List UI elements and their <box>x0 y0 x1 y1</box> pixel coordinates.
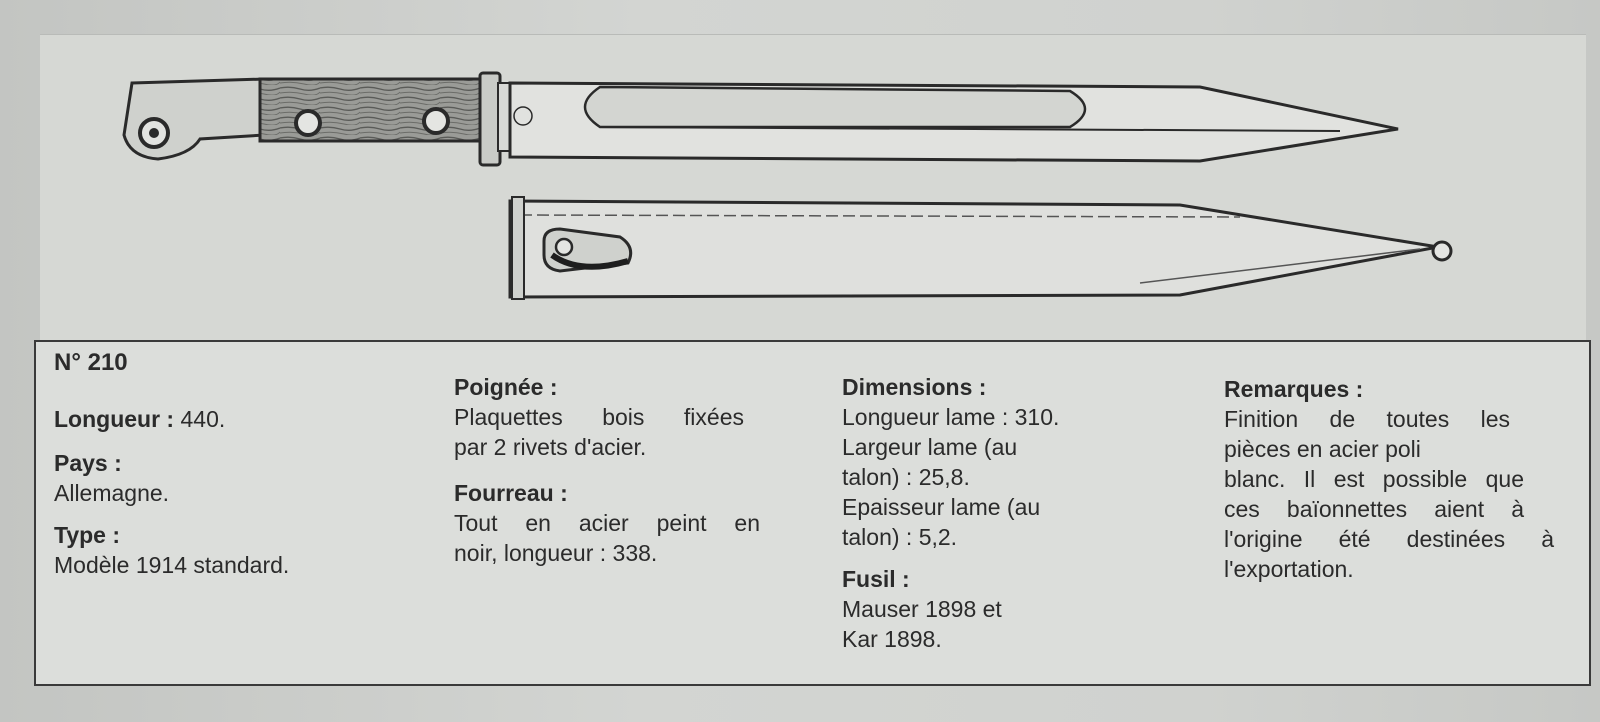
remarques-line: pièces en acier poli <box>1224 436 1421 462</box>
column-general <box>54 342 434 580</box>
column-poignee <box>454 372 794 568</box>
description-card <box>34 340 1591 686</box>
fusil-label: Fusil : <box>842 566 910 592</box>
remarques-line: l'origine été destinées à <box>1224 526 1554 552</box>
column-remarques <box>1224 374 1569 584</box>
longueur-row <box>54 404 434 434</box>
remarques-label: Remarques : <box>1224 376 1364 402</box>
dimensions-label: Dimensions : <box>842 374 987 400</box>
fourreau-label: Fourreau : <box>454 480 568 506</box>
grip-rivet <box>296 111 320 135</box>
bayonet-illustration <box>40 34 1586 341</box>
type-label: Type : <box>54 522 121 548</box>
dimensions-line: Longueur lame : 310. <box>842 404 1060 430</box>
wood-grip <box>260 79 488 141</box>
poignee-line: Plaquettes bois fixées <box>454 404 744 430</box>
fusil-line: Mauser 1898 et <box>842 596 1002 622</box>
grip-rivet <box>424 109 448 133</box>
type-value: Modèle 1914 standard. <box>54 552 290 578</box>
fourreau-line: Tout en acier peint en <box>454 510 760 536</box>
bayonet-drawing <box>40 35 1586 341</box>
entry-number: N° 210 <box>54 349 128 376</box>
poignee-line: par 2 rivets d'acier. <box>454 434 647 460</box>
remarques-line: Finition de toutes les <box>1224 406 1510 432</box>
dimensions-line: Epaisseur lame (au <box>842 494 1041 520</box>
pommel <box>124 79 265 159</box>
poignee-label: Poignée : <box>454 374 558 400</box>
column-dimensions <box>842 372 1152 654</box>
fusil-line: Kar 1898. <box>842 626 942 652</box>
blade-fuller <box>585 87 1085 127</box>
remarques-line: blanc. Il est possible que <box>1224 466 1524 492</box>
pays-label: Pays : <box>54 450 122 476</box>
dimensions-line: talon) : 25,8. <box>842 464 970 490</box>
remarques-line: l'exportation. <box>1224 556 1354 582</box>
pays-value: Allemagne. <box>54 480 170 506</box>
dimensions-line: talon) : 5,2. <box>842 524 958 550</box>
longueur-label: Longueur : <box>54 406 175 432</box>
remarques-line: ces baïonnettes aient à <box>1224 496 1524 522</box>
scabbard-ball <box>1433 242 1451 260</box>
dimensions-line: Largeur lame (au <box>842 434 1018 460</box>
fourreau-line: noir, longueur : 338. <box>454 540 658 566</box>
longueur-value: 440. <box>180 406 226 432</box>
